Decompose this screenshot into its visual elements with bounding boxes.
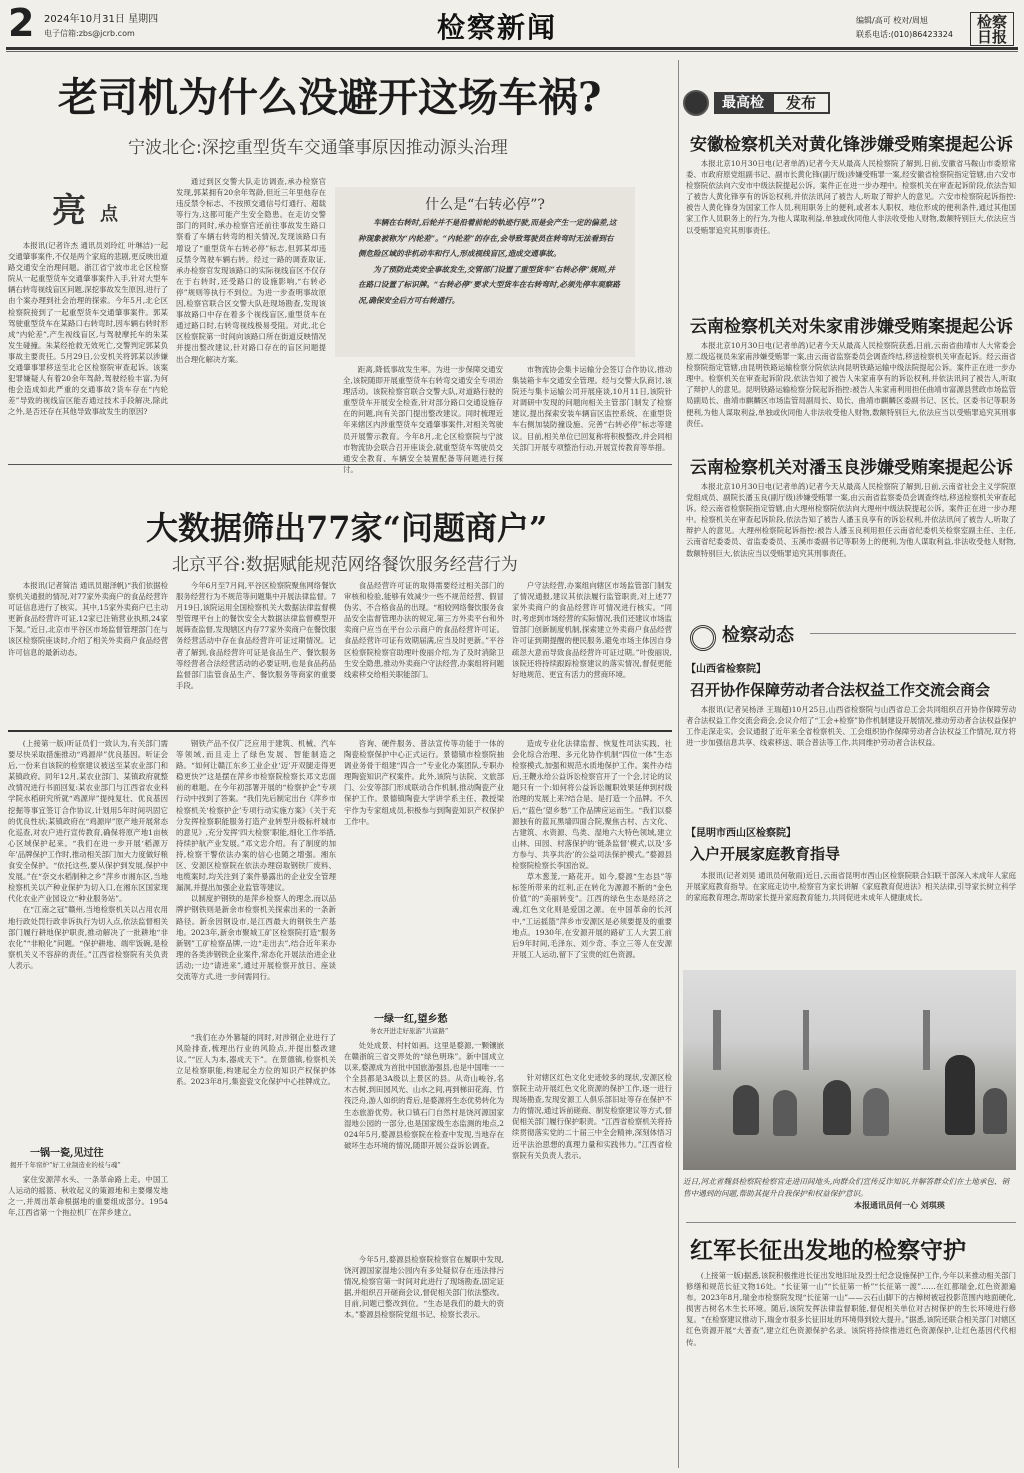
lower-col1c-text: 家住安源萍水头、一条革命路上走。中国工人运动的摇篮、秋收起义的策源地和主要爆发地之一,并周出革命根据地的重要组成部分。1954年,江西省第一个拖拉机厂在萍乡建立。 xyxy=(8,1175,168,1218)
right-body-1-text: 本报北京10月30日电(记者单鸽)记者今天从最高人民检察院了解到,日前,安徽省马鞍山市委原常委、市政府原党组副书记、副市长黄化锋(副厅级)涉嫌受贿罪一案,经安徽省检察院指定管辖,由六安市检察院依法向六安市中级法院提起公诉。案件正在进一步办理中。检察机关在审查起诉阶段,依法告知了被告人黄化锋享有的诉讼权利,并依法讯问了被告人,听取了辩护人的意见。六安市检察院起诉指控:被告人黄化锋身为国家工作人员,利用职务上的便利,或者本人职权、地位形成的便利条件,通过其他国家工作人员职务上的行为,为他人谋取利益,单独或伙同他人非法收受他人财物,数额特别巨大,依法应当以受贿罪追究其刑事责任。 xyxy=(686,159,1016,235)
lower-col2c-text: “我们在办外篡疑的同时,对涉钢企业进行了风险排查,梳理出行业的风险点,并提出整改建议。”“匠人为本,器成天下”。在景德镇,检察机关立足检察职能,构建起全方位的知识产权保护体系。2023年8月,集瓷瓷文化保护中心挂牌成立。 xyxy=(176,1033,336,1087)
lower-col4c xyxy=(512,1072,672,1469)
dynamics-headline-2: 入户开展家庭教育指导 xyxy=(690,845,841,863)
right-headline-4: 红军长征出发地的检察守护 xyxy=(690,1237,966,1264)
subhead-2-sub: 务农开进走好旅游“共富路” xyxy=(370,1027,449,1035)
lower-col3c-text: 今年5月,婺源县检察院检察官在履职中发现,饶河源国家湿地公园内有多处疑似存在违法排污情况,检察官第一时间对此进行了现场勘查,固定证据,并组织召开磋商会议,督促相关部门依法整改。目前,问题已整改到位。“生态是我们的最大的资本。”婺源县检察院党组书记、检察长表示。 xyxy=(344,1255,504,1320)
lower-col1c xyxy=(8,1174,168,1469)
dynamics-body-1 xyxy=(686,704,1016,814)
photo-person xyxy=(945,1055,975,1135)
right-headline-1: 安徽检察机关对黄化锋涉嫌受贿案提起公诉 xyxy=(690,135,1013,155)
page-number: 2 xyxy=(8,1,35,45)
dynamics-body-2 xyxy=(686,870,1016,960)
dynamics-body-2-text: 本报讯(记者刘昊 通讯员何敬雨)近日,云南省昆明市西山区检察院联合妇联干部深入未成年人家庭开展家庭教育指导。在家庭走访中,检察官为家长讲解《家庭教育促进法》相关法律,引导家长树立科学的家庭教育理念,帮助家长提升家庭教育能力,共同促进未成年人健康成长。 xyxy=(686,871,1016,903)
lower-col4c-text: 针对辖区红色文化史迹较多的现状,安源区检察院主动开展红色文化资源的保护工作,逐一进行现场勘查,发现安源工人俱乐部旧址等存在保护不力的情况,通过诉前磋商、制发检察建议等方式,督促相关部门履行保护职责。“江西省检察机关将持续贯彻落实党的二十届三中全会精神,深刻体悟习近平法治思想的真理力量和实践伟力。”江西省检察院有关负责人表示。 xyxy=(512,1073,672,1160)
subhead-1: 一锅一瓷,见过往 xyxy=(30,1148,104,1159)
lower-col4b-text: 草木葱茏,一路花开。如今,婺源“生态县”等标签所带来的红利,正在转化为源源不断的“金色价值”的“美丽转变”。江西的绿色生态是经济之魂,红色文化则是爱国之源。在中国革命的长河中,“工运摇篮”萍乡市安源区是必须要提及的重要地点。1930年,在安源开展的路矿工人大罢工前后9年时间,毛泽东、刘少奇、李立三等人在安源开展工人运动,留下了宝贵的红色资源。 xyxy=(512,872,672,959)
newspaper-logo: 检察日报 xyxy=(970,12,1014,46)
liang-dian-badge: 亮 xyxy=(52,191,86,231)
story2-col1-text: 本报讯(记者简洁 通讯员谢泽帆)“我们依据检察机关通报的情况,对77家外卖商户的食品经营许可证信息进行了核实。其中,15家外卖商户已主动更新食品经营许可证,12家已注销营业执照,24家下架。”近日,北京市平谷区市场监督管理部门在与该区检察院座谈时,介绍了相关外卖商户食品经营许可信息的最新动态。 xyxy=(8,581,168,657)
photo-person xyxy=(863,1088,889,1136)
photo-person xyxy=(773,1090,797,1136)
story2-col4 xyxy=(512,580,672,718)
lower-col4-text: 造成专业化法律监督、恢复性司法实践、社会化综合治理、多元化协作机制“四位一体”生态检察模式,加强和规范水质地保护工作。案件办结后,王鞭永给公益诉讼检察官开了一个会,讨论的议题只有一个:如何将公益诉讼履职效果延伸到村级治理的发展上来?结合是、是打造一个品牌。不久后,“‘蓝色’望乡愁”工作品牌应运而生。“我们以婺源独有的蓝瓦黑墙四面合院,聚焦古村、古文化、古建筑、水资源、鸟类、湿地六大特色领域,建立山林、田园、村落保护的‘链条监督’模式,以及‘多方参与、共享共治’的公益司法保护模式。”婺源县检察院检察长李国治说。 xyxy=(512,739,672,871)
photo-person xyxy=(983,1088,1007,1134)
lower-col3c xyxy=(344,1254,504,1469)
dynamics-body-1-text: 本报讯(记者吴杨泽 王瑞超)10月25日,山西省检察院与山西省总工会共同组织召开协作保障劳动者合法权益工作交流会商会,会议介绍了“工会+检察”协作机制建设开展情况,推动劳动者合法权益保护工作走深走实。会议通报了近年来全省检察机关、工会组织协作保障劳动者合法权益工作情况,双方将进一步加强信息共享、线索移送、联合普法等工作,共同维护劳动者合法权益。 xyxy=(686,705,1016,748)
story2-col3 xyxy=(344,580,504,718)
news-photo xyxy=(683,970,1016,1170)
story2-col2 xyxy=(176,580,336,718)
story1-col3 xyxy=(343,364,503,474)
story1-col2 xyxy=(176,176,326,456)
masthead-rule-thin xyxy=(6,51,1018,52)
editors-line: 编辑/高可 校对/周旭 xyxy=(856,16,928,25)
liang-dian-label: 点 xyxy=(100,204,118,225)
lower-col4 xyxy=(512,738,672,1068)
column-rule xyxy=(678,60,679,1468)
story1-col1-text: 本报讯(记者许杰 通讯员刘玲红 叶琳洁)一起交通肇事案件,不仅是两个家庭的悲剧,更反映出道路交通安全治理问题。浙江省宁波市北仑区检察院从一起重型货车交通肇事案件入手,针对大型车辆右转弯视线盲区问题,深挖事故发生原因,进行了由个案办理到社会治理的探索。今年5月,北仑区检察院接到了一起重型货车交通肇事案件。郭某驾驶重型货车在某路口右转弯时,因车辆右转时形成“内轮差”,产生视线盲区,与驾驶摩托车的朱某发生碰撞。朱某经抢救无效死亡,交警判定郭某负事故主要责任。5月29日,公安机关将郭某以涉嫌交通肇事罪移送至北仑区检察院审查起诉。该案犯罪嫌疑人有着20余年驾龄,驾驶经验丰富,为何他会造成如此严重的交通事故?货车存在“内轮差”导致的视线盲区能否通过技术手段解决,除此之外,是否还存在其他导致事故发生的原因? xyxy=(8,241,168,417)
photo-credit: 本报通讯员何一心 刘琪瑛 xyxy=(854,1201,945,1210)
story1-col3-text: 距离,降低事故发生率。为进一步保障交通安全,该院随即开展重型货车右转弯交通安全专项治理活动。该院检察官联合交警大队,对道路行驶的重型货车开展安全检查,针对部分路口交通设施存在的问题,向有关部门提出整改建议。同时梳理近年来辖区内涉重型货车交通肇事案件,对相关驾驶员开展警示教育。今年8月,北仑区检察院与宁波市物流协会联合召开座谈会,就重型货车驾驶员交通安全教育、车辆安全装置配备等问题进行探讨。 xyxy=(343,365,503,474)
story1-col4-text: 市物流协会集卡运输分会签订合作协议,推动集装箱卡车交通安全管理。经与交警大队商讨,该院还与集卡运输公司开展座谈,10月11日,该院针对调研中发现的问题向相关主管部门制发了检察建议,提出探索安装车辆盲区监控系统、在重型货车右侧加装防撞设施、完善“右转必停”标志等建议。目前,相关单位已回复称将积极整改,并会同相关部门开展专项整治行动,开展宣传教育等举措。 xyxy=(512,365,672,452)
right-divider xyxy=(686,1222,1016,1223)
quote-paragraph-1: 车辆在右转时,后轮并不是沿着前轮的轨迹行驶,而是会产生一定的偏差,这种现象被称为“内轮差”。“内轮差”的存在,会导致驾驶员在转弯时无法看到右侧危险区域的非机动车和行人,形成视线盲区,造成交通事故。 xyxy=(358,218,617,258)
right-headline-2: 云南检察机关对朱家甫涉嫌受贿案提起公诉 xyxy=(690,317,1013,337)
lower-col1 xyxy=(8,738,168,1138)
lower-col2b-text: 以制度护钢铁的是萍乡检察人的理念,而以品牌护钢铁则是新余市检察机关探索出来的一条新路径。新余因钢设市,是江西最大的钢铁生产基地。2023年,新余市聚城工矿区检察院打造“服务新钢”工矿检察品牌,一边“走出去”,结合近年来办理的各类涉钢铁企业案件,常态化开展法治进企业活动;一边“请进来”,通过开展检察开放日、座谈交流等方式,进一步问需同行。 xyxy=(176,894,336,981)
quote-title: 什么是“右转必停”? xyxy=(425,197,545,213)
right-body-4-text: (上接第一版)据悉,该院积极推进长征出发地旧址及烈士纪念设施保护工作,今年以来推动相关部门修缮和规范长征文物16处。“长征第一山”“长征第一桥”“长征第一渡”……在红都瑞金,红色资源遍布。2023年8月,瑞金市检察院发现“长征第一山”——云石山脚下的古樟树被冠投影范围内地面硬化,损害古树名木生长环境。随后,该院发挥法律监督职能,督促相关单位对古树保护的生长环境进行修复。“在检察建议推动下,瑞金市很多长征旧址的环境得到较大提升。”据悉,该院还联合相关部门对辖区红色资源开展“大普查”,建立红色资源保护名录。该院将持续推进红色资源保护,让红色基因代代相传。 xyxy=(686,1271,1016,1347)
badge-zuigaojian: 最高检 xyxy=(714,92,772,114)
photo-tree xyxy=(803,1010,809,1070)
right-body-4 xyxy=(686,1270,1016,1468)
dynamics-rule xyxy=(810,633,1016,634)
right-body-2 xyxy=(686,340,1016,440)
phone-line: 联系电话:(010)86423324 xyxy=(856,30,953,39)
story-divider xyxy=(8,464,672,465)
photo-person xyxy=(823,1080,851,1135)
subhead-2: 一绿一红,望乡愁 xyxy=(374,1014,448,1025)
photo-tree xyxy=(923,1010,930,1070)
subhead-1-sub: 揭开千年窑炉“好工业制造业的枝与魂” xyxy=(10,1161,121,1169)
photo-tree xyxy=(713,1010,721,1070)
masthead-rule xyxy=(6,47,1018,50)
photo-person xyxy=(733,1085,759,1135)
lower-col1b-text: 在“江南之冠”赣州,当地检察机关以占用农用地行政处罚行政非诉执行为切入点,依法监督相关部门履行耕地保护职责,推动解决了一批耕地“非农化”“非粮化”问题。“保护耕地、端牢饭碗,是检察机关义不容辞的责任。”江西省检察院有关负责人表示。 xyxy=(8,905,168,970)
lower-col3-text: 咨询、硬件服务、普法宣传等功能于一体的陶瓷检察保护中心正式运行。景德镇市检察院抽调业务骨干组建“四合一”专业化办案团队,专职办理陶瓷知识产权案件。此外,该院与法院、文旅部门、公安等部门形成联动合作机制,推动陶瓷产业保护工作。景德镇陶瓷大学讲学系主任、教授梁宇作为专家组成员,积极参与到陶瓷知识产权保护工作中。 xyxy=(344,739,504,826)
lower-col3b xyxy=(344,1040,504,1250)
story1-col2-text: 通过到区交警大队走访调查,承办检察官发现,郭某拥有20余年驾龄,但近三年里他存在违反禁令标志、不按照交通信号灯通行、超载等行为,这都可能产生安全隐患。在走访交警部门的同时,承办检察官还前往事故发生路口察看了车辆右转弯的相关情况,发现该路口有增设了“重型货车右转必停”标志,但郭某却违反禁令驾驶车辆右转。经过一路的调查取证,承办检察官发现该路口的实际视线盲区不仅存在于右转时,还受路口的设施影响,“右转必停”规则等执行不到位。为进一步查明事故原因,检察官联合区交警大队赴现场勘查,发现该事故路口中存在着多个视线盲区,重型货车在通过路口时,右转弯视线极易受阻。对此,北仑区检察院第一时间向该路口所在街道反映情况并提出整改建议,针对路口存在的盲区问题提出合理化解决方案。 xyxy=(176,177,326,364)
story2-col4-text: 户守法经营,办案组向辖区市场监管部门制发了情况通报,建议其依法履行监管职责,对上述77家外卖商户的食品经营许可情况进行核实。“同时,考虑到市场经营的实际情况,我们还建议市场监管部门创新制度机制,探索建立外卖商户食品经营许可证到期提醒的便民服务,避免市场主体因自身疏忽大意而导致食品经营许可证过期。”叶俊丽说,该院还将持续跟踪检察建议的落实情况,督促更能好地规范、更宜有活力的营商环境。 xyxy=(512,581,672,679)
dynamics-icon xyxy=(690,625,716,651)
editors-info xyxy=(856,14,953,42)
dynamics-headline-1: 召开协作保障劳动者合法权益工作交流会商会 xyxy=(690,681,991,699)
story1-col4 xyxy=(512,364,672,458)
photo-caption: 近日,河北省魏县检察院检察官走进田间地头,向群众们宣传反诈知识,并解答群众们在土地承包、销售中遇到的问题,帮助其提升自我保护和权益保护意识。 xyxy=(683,1177,1010,1198)
right-headline-3: 云南检察机关对潘玉良涉嫌受贿案提起公诉 xyxy=(690,458,1013,478)
story2-headline: 大数据筛出77家“问题商户” xyxy=(146,509,548,547)
story2-col1 xyxy=(8,580,168,718)
lower-col2 xyxy=(176,738,336,1028)
lower-col3 xyxy=(344,738,504,1008)
story1-subheadline: 宁波北仑:深挖重型货车交通肇事原因推动源头治理 xyxy=(128,138,508,158)
lower-col3b-text: 处处成景、村村如画。这里是婺源,一颗镶嵌在赣浙皖三省交界处的“绿色明珠”。新中国成立以来,婺源成为首批中国旅游强县,也是中国唯一一个全县都是3A级以上景区的县。从奇山峻谷,名木古树,到田园风光、山水之间,再到梯田花海、竹筏泛舟,游人如织的背后,是婺源将生态优势转化为生态旅游优势。秋口镇石门自然村是饶河源国家湿地公园的一部分,也是国家级生态监测的地点,2024年5月,婺源县检察院在检查中发现,当地存在破坏生态环境的情况,随即开展公益诉讼调查。 xyxy=(344,1041,504,1150)
story1-headline: 老司机为什么没避开这场车祸? xyxy=(58,74,602,121)
dynamics-tag-2: 【昆明市西山区检察院】 xyxy=(686,828,796,839)
lower-col2-text: 钢铁产品不仅广泛应用于建筑、机械、汽车等领域,而且走上了绿色发展、智能制造之路。“如何让赣江东乡工业企业‘迈’开双腿走得更稳更快?”这是摆在萍乡市检察院检察长邓文忠面前的难题。在今年初部署开展的“检察护企”专项行动中找到了答案。“我们先后制定出台《萍乡市检察机关‘检察护企’专项行动实施方案》《关于充分发挥检察职能服务打造产业转型升级标杆城市的意见》,充分发挥‘四大检察’职能,细化工作举措,持续护航产业发展。”邓文忠介绍。有了制度的加持,检察干警依法办案的信心也随之增强。湘东区、安源区检察院在依法办理窃取钢铁厂废料、电缆案时,均关注到了案件暴露出的企业安全管理漏洞,并提出加强企业监管等建议。 xyxy=(176,739,336,893)
date-line: 2024年10月31日 星期四 xyxy=(44,14,159,25)
story1-col1 xyxy=(8,240,168,456)
lower-col1-text: (上接第一版)听证员们一致认为,有关部门需要尽快采取措施推动“鸡源岸”优良基因。听证会后,一份来自该院的检察建议被送至某农业部门和某镇政府。同年12月,某农业部门、某镇政府就整改情况进行书面回复:某农业部门与江西省农业科学院水稻研究所就“鸡源岸”提纯复壮、优良基因挖掘等事宜签订合作协议,计划用5年时间巩固它的优良性状;某镇政府在“鸡源岸”原产地开展常态化巡查,对农户进行宣传教育,确保将原产地1亩核心区域保护起来。“我们在进一步开展‘稻源万年’品牌保护工作时,推动相关部门加大力度做好粮食安全保护。“依托这些,要从保护到发展,保护中发展。”在“奈交水稻制种之乡”萍乡市湘东区,当地检察机关以产种业保护为切入口,在湘东区国家现代化农业产业园设立“种业服务站”。 xyxy=(8,739,168,904)
dynamics-title: 检察动态 xyxy=(722,625,794,646)
story2-subheadline: 北京平谷:数据赋能规范网络餐饮服务经营行为 xyxy=(172,555,518,575)
lower-col2c xyxy=(176,1032,336,1469)
lower-divider xyxy=(8,730,672,732)
email-line: 电子信箱:zbs@jcrb.com xyxy=(44,29,135,38)
story2-col2-text: 今年6月至7月间,平谷区检察院聚焦网络餐饮服务经营行为不规范等问题集中开展法律监督。7月19日,该院运用全国检察机关大数据法律监督模型管理平台上的餐饮安全大数据法律监督模型开展筛查监督,发现辖区内存77家外卖商户在餐饮服务经营活动中存在食品经营许可证过期情况。记者了解到,食品经营许可证是食品生产、餐饮服务等经营者合法经营活动的必要证明,也是食品药品监督部门监管食品生产、餐饮服务等商家的重要手段。 xyxy=(176,581,336,690)
story2-col3-text: 食品经营许可证的取得需要经过相关部门的审核和检验,能够有效减少一些不规范经营、假冒伪劣、不合格食品的出现。“相较网络餐饮服务食品安全监督管理办法的规定,第三方外卖平台和外卖商户应当在平台公示商户的食品经营许可证。食品经营许可证有效期届满,应当及时更新。”平谷区检察院检察官助理叶俊丽介绍,为了及时消除卫生安全隐患,推动外卖商户守法经营,办案组将问题线索移交给相关职能部门。 xyxy=(344,581,504,679)
right-body-1 xyxy=(686,158,1016,296)
section-title: 检察新闻 xyxy=(437,11,558,44)
right-body-3 xyxy=(686,481,1016,603)
quote-paragraph-2: 为了预防此类安全事故发生,交管部门设置了重型货车“右转必停”规则,并在路口设置了标识牌。“右转必停”要求大型货车在右转弯时,必须先停车观察路况,确保安全后方可右转通行。 xyxy=(358,264,620,305)
quote-body xyxy=(358,215,620,308)
badge-fabu: 发布 xyxy=(772,92,830,114)
procuratorate-emblem-icon xyxy=(683,90,709,116)
dynamics-tag-1: 【山西省检察院】 xyxy=(686,664,766,675)
right-body-2-text: 本报北京10月30日电(记者单鸽)记者今天从最高人民检察院获悉,日前,云南省曲靖市人大常委会原二级巡视员朱家甫涉嫌受贿罪一案,由云南省监察委员会调查终结,移送检察机关审查起诉。经云南省检察院指定管辖,由昆明铁路运输检察分院依法向昆明铁路运输中级法院提起公诉。案件正在进一步办理中。检察机关在审查起诉阶段,依法告知了被告人朱家甫享有的诉讼权利,并依法讯问了被告人,听取了辩护人的意见。昆明铁路运输检察分院起诉指控:被告人朱家甫利用担任曲靖市富源县营政市场监管局副局长、曲靖市麒麟区市场监管局副局长、局长、曲靖市麒麟区委副书记、区长、区委书记等职务便利,为他人谋取利益,单独或伙同他人非法收受他人财物,数额特别巨大,依法应当以受贿罪追究其刑事责任。 xyxy=(686,341,1016,428)
right-body-3-text: 本报北京10月30日电(记者单鸽)记者今天从最高人民检察院了解到,日前,云南省社会主义学院原党组成员、副院长潘玉良(副厅级)涉嫌受贿罪一案,由云南省监察委员会调查终结,移送检察机关审查起诉。经云南省检察院指定管辖,由大理州检察院依法向大理州中级法院提起公诉。案件正在进一步办理中。检察机关在审查起诉阶段,依法告知了被告人潘玉良享有的诉讼权利,并依法讯问了被告人,听取了辩护人的意见。大理州检察院起诉指控:被告人潘玉良利用担任云南省纪委机关检察室副主任、主任,云南省纪委委员、省监委委员、玉溪市委副书记等职务上的便利,为他人谋取利益,非法收受他人财物,数额特别巨大,依法应当以受贿罪追究其刑事责任。 xyxy=(686,482,1016,558)
